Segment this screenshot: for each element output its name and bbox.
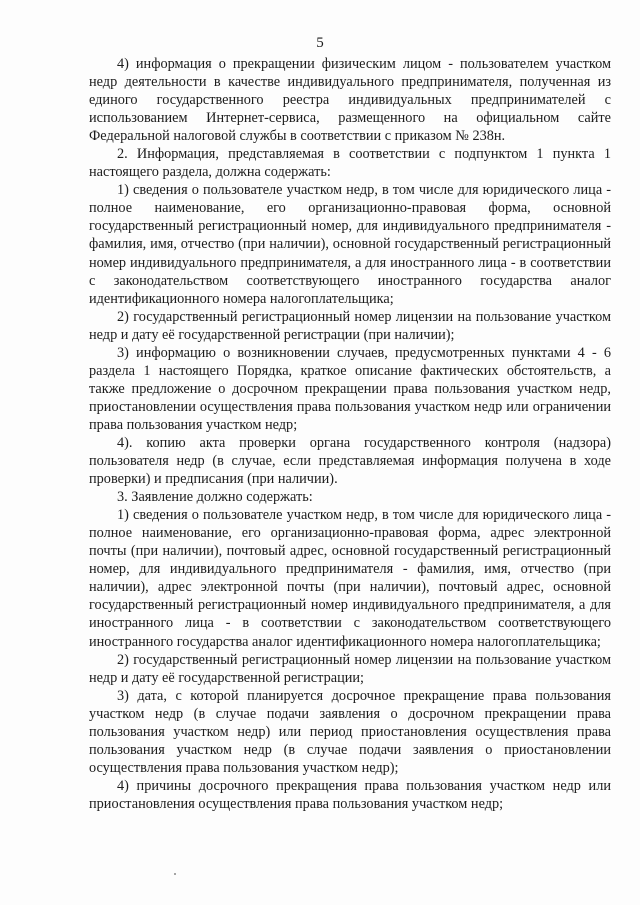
page-number: 5	[316, 35, 324, 51]
paragraph-3-3-date: 3) дата, с которой планируется досрочное прекращение права пользования участком недр (в случае подачи заявления о досрочном прекращении права пользования участком недр) или период приостановления осуществления права пользования участком недр (в случае подачи заявления о приостановлении осуществления права пользования участком недр);	[89, 687, 611, 776]
paragraph-3-2-license-number: 2) государственный регистрационный номер лицензии на пользование участком недр и дату её государственной регистрации;	[89, 651, 611, 686]
paragraph-section-2-heading: 2. Информация, представляемая в соответствии с подпунктом 1 пункта 1 настоящего раздела, должна содержать:	[89, 146, 611, 181]
document-body	[89, 55, 611, 813]
paragraph-3-4-reasons: 4) причины досрочного прекращения права пользования участком недр или приостановления осуществления права пользования участком недр;	[89, 777, 611, 812]
paragraph-2-1-user-info: 1) сведения о пользователе участком недр, в том числе для юридического лица - полное наименование, его организационно-правовая форма, основной государственный регистрационный номер, для индивидуального предпринимателя - фамилия, имя, отчество (при наличии), основной государственный регистрационный номер индивидуального предпринимателя, а для иностранного лица - в соответствии с законодательством соответствующего иностранного государства аналог идентификационного номера налогоплательщика;	[89, 182, 611, 307]
paragraph-2-2-license-number: 2) государственный регистрационный номер лицензии на пользование участком недр и дату её государственной регистрации (при наличии);	[89, 308, 611, 343]
paragraph-2-4-inspection-act: 4). копию акта проверки органа государственного контроля (надзора) пользователя недр (в случае, если представляемая информация получена в ходе проверки) и предписания (при наличии).	[89, 434, 611, 488]
paragraph-section-3-heading: 3. Заявление должно содержать:	[117, 489, 313, 506]
scan-speck	[174, 873, 176, 875]
paragraph-3-1-user-info: 1) сведения о пользователе участком недр, в том числе для юридического лица - полное наименование, его организационно-правовая форма, адрес электронной почты (при наличии), почтовый адрес, основной государственный регистрационный номер, для индивидуального предпринимателя - фамилия, имя, отчество (при наличии), адрес электронной почты (при наличии), почтовый адрес, основной государственный регистрационный номер индивидуального предпринимателя, а для иностранного лица - в соответствии с законодательством соответствующего иностранного государства аналог идентификационного номера налогоплательщика;	[89, 507, 611, 650]
paragraph-2-3-cases-info: 3) информацию о возникновении случаев, предусмотренных пунктами 4 - 6 раздела 1 настоящего Порядка, краткое описание фактических обстоятельств, а также предложение о досрочном прекращении права пользования участком недр, приостановлении осуществления права пользования участком недр или ограничении права пользования участком недр;	[89, 344, 611, 433]
paragraph-item-4-info: 4) информация о прекращении физическим лицом - пользователем участком недр деятельности в качестве индивидуального предпринимателя, полученная из единого государственного реестра индивидуальных предпринимателей с использованием Интернет-сервиса, размещенного на официальном сайте Федеральной налоговой службы в соответствии с приказом № 238н.	[89, 56, 611, 145]
